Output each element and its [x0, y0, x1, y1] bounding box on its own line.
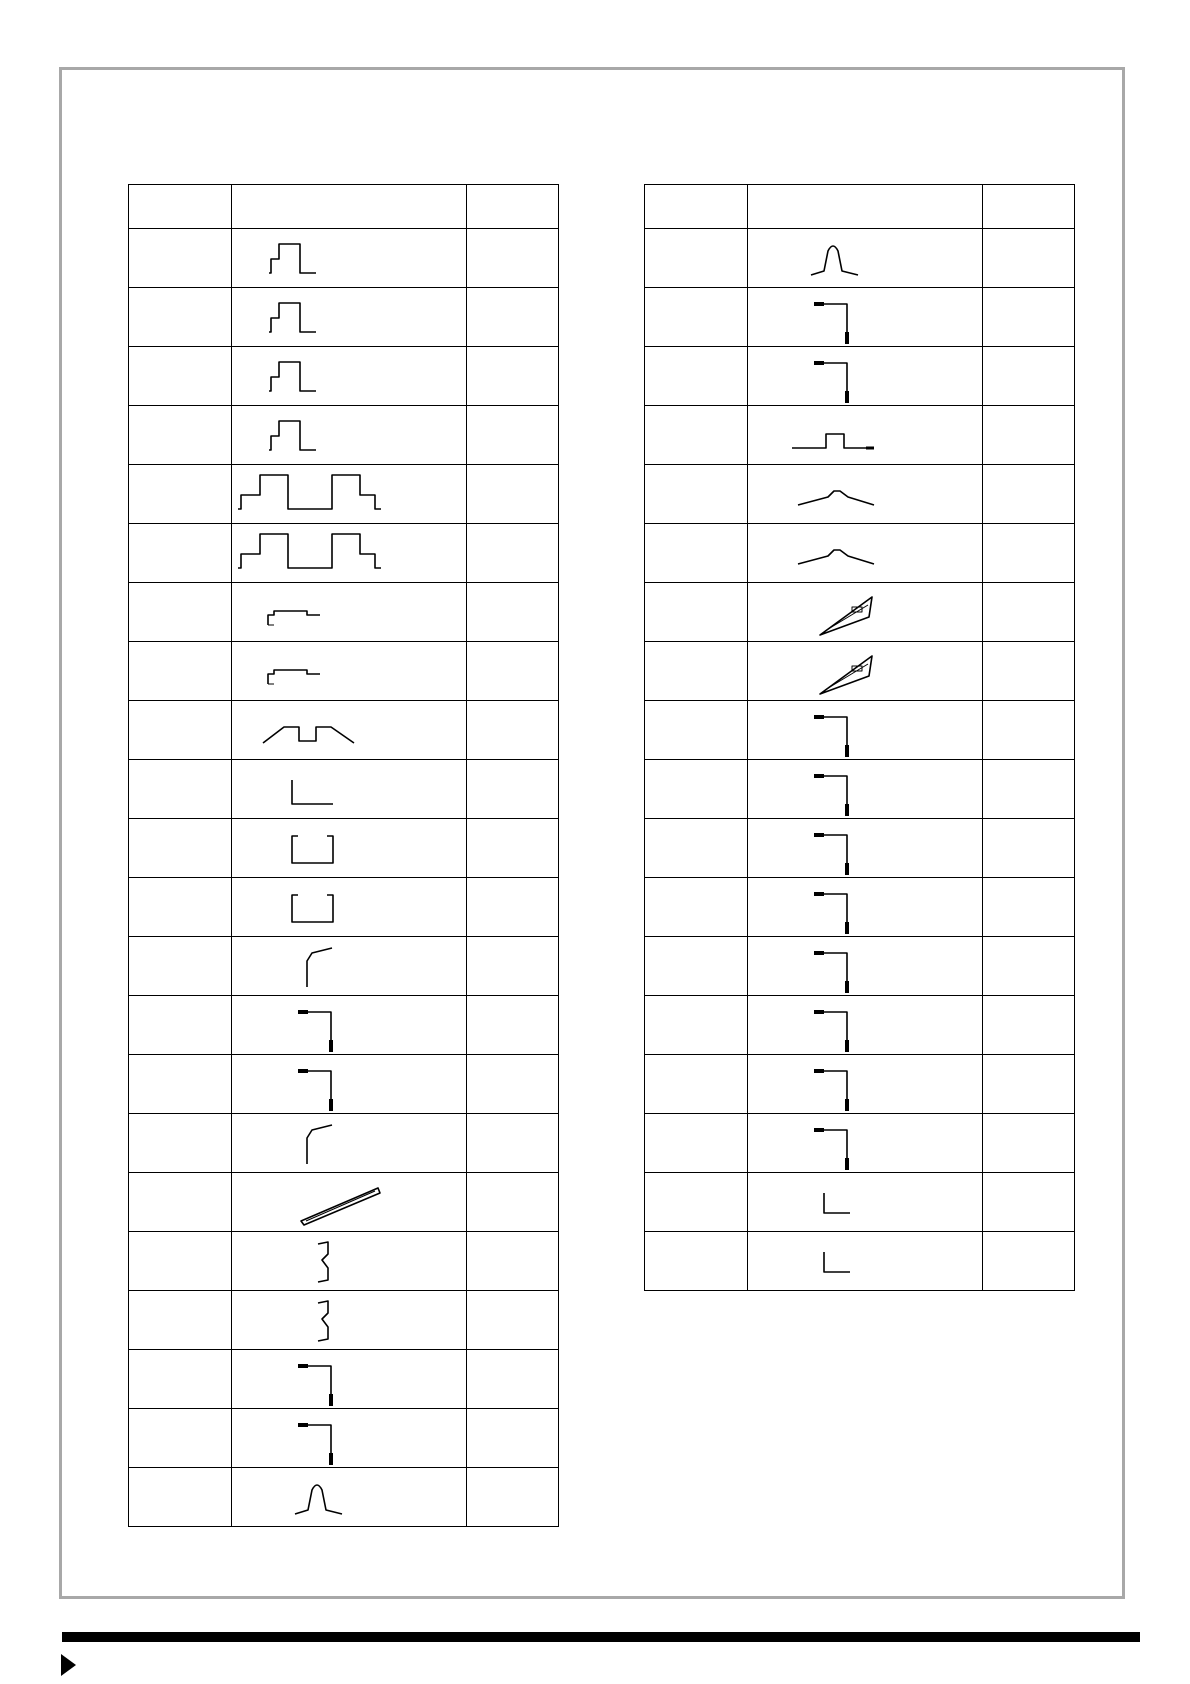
table-row [645, 701, 1075, 760]
corner-bracket-profile-icon [748, 878, 983, 936]
step-hat-profile-icon [232, 347, 467, 405]
quantity-cell [467, 1055, 559, 1114]
table-row [129, 288, 559, 347]
double-step-hat-profile-icon [232, 524, 467, 582]
table-row [645, 347, 1075, 406]
quantity-cell [467, 1232, 559, 1291]
part-drawing-cell [232, 996, 467, 1055]
part-drawing-cell [748, 229, 983, 288]
quantity-cell [983, 229, 1075, 288]
part-number-cell [645, 465, 748, 524]
table-row [129, 465, 559, 524]
table-row [129, 347, 559, 406]
quantity-cell [467, 819, 559, 878]
corner-bracket-profile-icon [748, 347, 983, 405]
part-number-cell [129, 1232, 232, 1291]
part-number-cell [645, 701, 748, 760]
part-drawing-cell [748, 878, 983, 937]
part-number-cell [129, 1350, 232, 1409]
part-drawing-cell [232, 1173, 467, 1232]
ridge-profile-icon [748, 524, 983, 582]
part-number-cell [645, 1173, 748, 1232]
corner-bracket-profile-icon [232, 1409, 467, 1467]
quantity-cell [467, 1291, 559, 1350]
part-number-cell [129, 1468, 232, 1527]
part-drawing-cell [232, 1114, 467, 1173]
corner-bracket-profile-icon [748, 819, 983, 877]
angled-u-profile-icon [232, 701, 467, 759]
table-row [645, 996, 1075, 1055]
table-row [129, 524, 559, 583]
quantity-cell [983, 1232, 1075, 1291]
table-row [129, 937, 559, 996]
table-row [129, 642, 559, 701]
part-drawing-cell [748, 760, 983, 819]
corner-bracket-profile-icon [748, 1055, 983, 1113]
quantity-cell [983, 1055, 1075, 1114]
table-row [129, 819, 559, 878]
quantity-cell [467, 996, 559, 1055]
table-row [129, 1291, 559, 1350]
corner-bracket-profile-icon [232, 996, 467, 1054]
part-drawing-cell [232, 229, 467, 288]
quantity-cell [983, 1114, 1075, 1173]
part-drawing-cell [748, 819, 983, 878]
quantity-cell [983, 524, 1075, 583]
quantity-cell [983, 288, 1075, 347]
part-drawing-cell [232, 1409, 467, 1468]
part-number-cell [645, 1114, 748, 1173]
part-drawing-cell [748, 996, 983, 1055]
part-drawing-cell [748, 1055, 983, 1114]
table-row [645, 1114, 1075, 1173]
quantity-cell [983, 1173, 1075, 1232]
part-drawing-cell [232, 760, 467, 819]
header-cell [467, 185, 559, 229]
part-number-cell [129, 760, 232, 819]
table-row [129, 229, 559, 288]
part-number-cell [129, 1114, 232, 1173]
table-row [129, 760, 559, 819]
table-row [645, 1232, 1075, 1291]
part-drawing-cell [748, 524, 983, 583]
part-number-cell [645, 288, 748, 347]
part-number-cell [129, 347, 232, 406]
part-drawing-cell [748, 347, 983, 406]
zigzag-profile-icon [232, 1232, 467, 1290]
quantity-cell [983, 996, 1075, 1055]
table-row [645, 1055, 1075, 1114]
double-step-hat-profile-icon [232, 465, 467, 523]
quantity-cell [467, 229, 559, 288]
table-row [645, 288, 1075, 347]
corner-bracket-profile-icon [748, 701, 983, 759]
corner-bracket-profile-icon [748, 937, 983, 995]
quantity-cell [467, 524, 559, 583]
part-number-cell [645, 406, 748, 465]
parts-table-left [128, 184, 559, 1527]
part-number-cell [645, 642, 748, 701]
table-row [129, 878, 559, 937]
part-drawing-cell [232, 642, 467, 701]
part-drawing-cell [748, 1114, 983, 1173]
part-drawing-cell [232, 819, 467, 878]
part-number-cell [129, 819, 232, 878]
table-row [129, 406, 559, 465]
part-number-cell [645, 1232, 748, 1291]
part-number-cell [129, 288, 232, 347]
table-row [645, 878, 1075, 937]
part-number-cell [645, 229, 748, 288]
part-number-cell [129, 701, 232, 760]
part-drawing-cell [748, 406, 983, 465]
quantity-cell [467, 701, 559, 760]
part-drawing-cell [232, 701, 467, 760]
table-row [129, 701, 559, 760]
quantity-cell [467, 288, 559, 347]
corner-bracket-profile-icon [748, 1114, 983, 1172]
part-number-cell [645, 937, 748, 996]
table-row [129, 1232, 559, 1291]
footer-bar [62, 1632, 1140, 1642]
quantity-cell [983, 406, 1075, 465]
part-drawing-cell [232, 524, 467, 583]
quantity-cell [983, 583, 1075, 642]
part-number-cell [129, 1291, 232, 1350]
part-number-cell [129, 878, 232, 937]
table-row [645, 524, 1075, 583]
part-number-cell [129, 229, 232, 288]
l-angle-profile-icon [232, 760, 467, 818]
quantity-cell [467, 642, 559, 701]
corner-bracket-profile-icon [748, 288, 983, 346]
part-number-cell [129, 1409, 232, 1468]
table-row [645, 937, 1075, 996]
corner-bracket-profile-icon [748, 996, 983, 1054]
small-l-profile-icon [748, 1173, 983, 1231]
quantity-cell [467, 937, 559, 996]
header-cell [129, 185, 232, 229]
quantity-cell [983, 465, 1075, 524]
quantity-cell [983, 937, 1075, 996]
part-number-cell [129, 465, 232, 524]
triangular-gusset-icon [748, 642, 983, 700]
quantity-cell [983, 878, 1075, 937]
part-drawing-cell [748, 642, 983, 701]
quantity-cell [467, 760, 559, 819]
part-number-cell [645, 760, 748, 819]
part-number-cell [129, 937, 232, 996]
header-cell [232, 185, 467, 229]
header-cell [983, 185, 1075, 229]
play-arrow-icon [61, 1654, 76, 1676]
quantity-cell [467, 347, 559, 406]
zigzag-profile-icon [232, 1291, 467, 1349]
quantity-cell [983, 819, 1075, 878]
bent-angle-profile-icon [232, 937, 467, 995]
quantity-cell [467, 1350, 559, 1409]
table-row [129, 583, 559, 642]
part-number-cell [129, 1055, 232, 1114]
quantity-cell [983, 347, 1075, 406]
part-drawing-cell [748, 937, 983, 996]
quantity-cell [467, 1173, 559, 1232]
quantity-cell [983, 760, 1075, 819]
quantity-cell [983, 642, 1075, 701]
part-number-cell [645, 878, 748, 937]
c-channel-profile-icon [232, 878, 467, 936]
part-number-cell [645, 996, 748, 1055]
part-drawing-cell [232, 1350, 467, 1409]
part-number-cell [645, 583, 748, 642]
part-drawing-cell [232, 937, 467, 996]
table-row [129, 1350, 559, 1409]
part-number-cell [129, 996, 232, 1055]
table-row [645, 642, 1075, 701]
small-l-profile-icon [748, 1232, 983, 1290]
table-row [129, 1173, 559, 1232]
ridge-profile-icon [748, 465, 983, 523]
diagonal-rail-icon [232, 1173, 467, 1231]
header-cell [645, 185, 748, 229]
small-offset-profile-icon [232, 642, 467, 700]
corner-bracket-profile-icon [748, 760, 983, 818]
triangular-gusset-icon [748, 583, 983, 641]
part-drawing-cell [748, 288, 983, 347]
part-number-cell [645, 819, 748, 878]
quantity-cell [983, 701, 1075, 760]
corner-bracket-profile-icon [232, 1350, 467, 1408]
part-drawing-cell [232, 878, 467, 937]
part-drawing-cell [232, 1232, 467, 1291]
header-cell [748, 185, 983, 229]
part-drawing-cell [232, 1291, 467, 1350]
quantity-cell [467, 878, 559, 937]
part-drawing-cell [232, 465, 467, 524]
c-channel-profile-icon [232, 819, 467, 877]
part-number-cell [645, 1055, 748, 1114]
table-row [645, 406, 1075, 465]
table-row [645, 583, 1075, 642]
step-hat-profile-icon [232, 229, 467, 287]
step-hat-profile-icon [232, 288, 467, 346]
part-number-cell [129, 1173, 232, 1232]
part-number-cell [129, 642, 232, 701]
parts-table-right [644, 184, 1075, 1291]
flat-hat-profile-icon [748, 406, 983, 464]
part-drawing-cell [748, 1173, 983, 1232]
part-number-cell [645, 347, 748, 406]
part-drawing-cell [232, 288, 467, 347]
part-drawing-cell [232, 1055, 467, 1114]
table-row [645, 760, 1075, 819]
part-drawing-cell [748, 583, 983, 642]
step-hat-profile-icon [232, 406, 467, 464]
table-row [645, 1173, 1075, 1232]
part-drawing-cell [232, 583, 467, 642]
part-drawing-cell [232, 406, 467, 465]
part-number-cell [129, 406, 232, 465]
table-row [645, 465, 1075, 524]
part-drawing-cell [232, 347, 467, 406]
table-row [129, 996, 559, 1055]
part-number-cell [645, 524, 748, 583]
bent-angle-profile-icon [232, 1114, 467, 1172]
omega-profile-icon [232, 1468, 467, 1526]
table-header-row [129, 185, 559, 229]
table-row [129, 1409, 559, 1468]
part-number-cell [129, 524, 232, 583]
part-drawing-cell [748, 1232, 983, 1291]
table-row [129, 1468, 559, 1527]
quantity-cell [467, 465, 559, 524]
part-drawing-cell [232, 1468, 467, 1527]
corner-bracket-profile-icon [232, 1055, 467, 1113]
quantity-cell [467, 583, 559, 642]
quantity-cell [467, 1468, 559, 1527]
quantity-cell [467, 406, 559, 465]
part-drawing-cell [748, 701, 983, 760]
table-row [645, 819, 1075, 878]
table-row [645, 229, 1075, 288]
table-row [129, 1114, 559, 1173]
omega-profile-icon [748, 229, 983, 287]
table-row [129, 1055, 559, 1114]
quantity-cell [467, 1409, 559, 1468]
part-drawing-cell [748, 465, 983, 524]
part-number-cell [129, 583, 232, 642]
quantity-cell [467, 1114, 559, 1173]
small-offset-profile-icon [232, 583, 467, 641]
table-header-row [645, 185, 1075, 229]
